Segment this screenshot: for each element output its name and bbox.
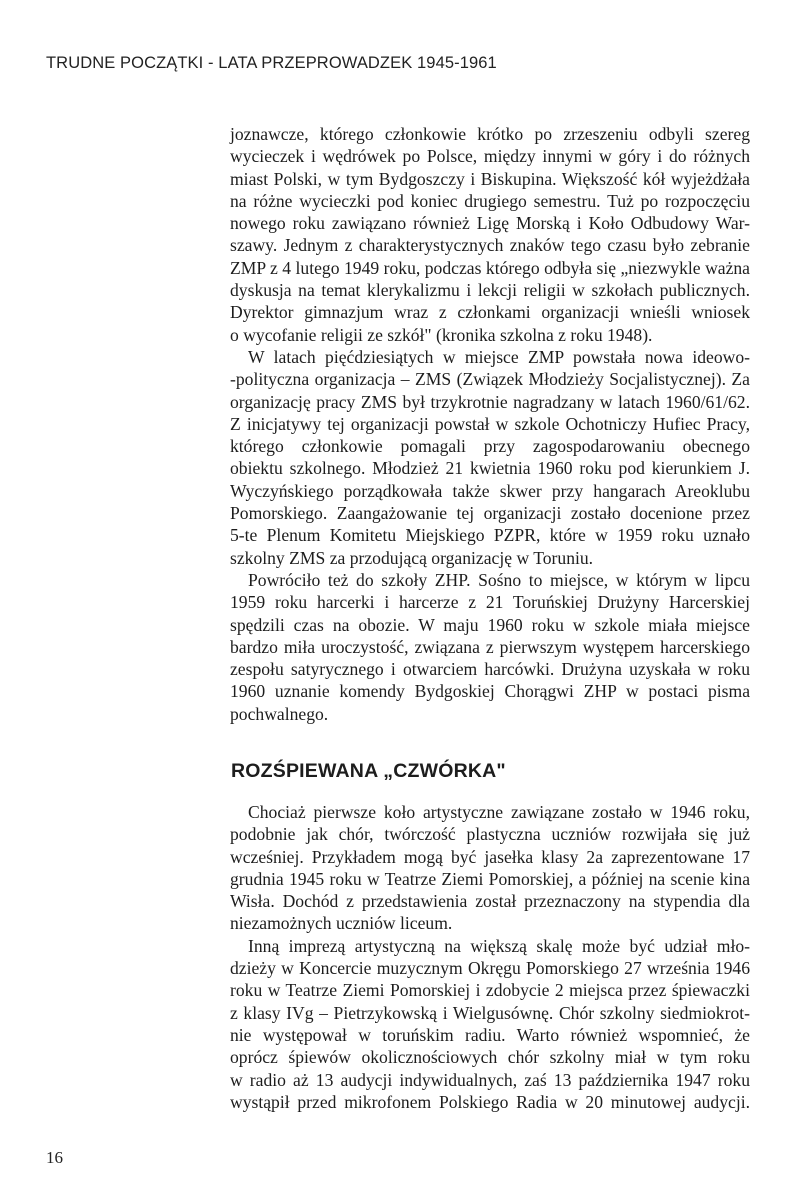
- text-line: Wisła. Dochód z przedstawienia został przeznaczony na stypendia dla: [230, 891, 750, 912]
- text-line: wystąpił przed mikrofonem Polskiego Radia w 20 minutowej audycji.: [230, 1091, 750, 1112]
- section-heading: ROZŚPIEWANA „CZWÓRKA": [231, 760, 506, 782]
- text-line: na różne wycieczki pod koniec drugiego semestru. Tuż po rozpoczęciu: [230, 190, 750, 211]
- text-line: Pomorskiego. Zaangażowanie tej organizacji zostało docenione przez: [230, 503, 750, 524]
- running-header: TRUDNE POCZĄTKI - LATA PRZEPROWADZEK 1945-1961: [46, 54, 497, 72]
- text-line: joznawcze, którego członkowie krótko po zrzeszeniu odbyli szereg: [230, 124, 750, 144]
- text-line: Wyczyńskiego porządkowała także skwer przy hangarach Areoklubu: [230, 480, 750, 501]
- text-line: ZMP z 4 lutego 1949 roku, podczas którego odbyła się „niezwykle ważna: [230, 257, 750, 278]
- text-line: o wycofanie religii ze szkół" (kronika szkolna z roku 1948).: [230, 324, 653, 345]
- page-number: 16: [46, 1148, 63, 1167]
- text-line: szkolny ZMS za przodującą organizację w Toruniu.: [230, 547, 594, 568]
- text-line: podobnie jak chór, twórczość plastyczna uczniów rozwijała się już: [230, 824, 750, 845]
- text-line: w radio aż 13 audycji indywidualnych, zaś 13 października 1947 roku: [230, 1069, 750, 1090]
- text-line: -polityczna organizacja – ZMS (Związek Młodzieży Socjalistycznej). Za: [230, 369, 750, 390]
- text-line: oprócz śpiewów okolicznościowych chór szkolny miał w tym roku: [230, 1047, 750, 1068]
- text-line: szawy. Jednym z charakterystycznych znaków tego czasu było zebranie: [230, 235, 750, 256]
- text-line: 1960 uznanie komendy Bydgoskiej Chorągwi ZHP w postaci pisma: [230, 681, 750, 702]
- text-line: niezamożnych uczniów liceum.: [230, 913, 453, 934]
- text-line: 5-te Plenum Komitetu Miejskiego PZPR, które w 1959 roku uznało: [230, 525, 750, 546]
- text-line: Dyrektor gimnazjum wraz z członkami organizacji wnieśli wniosek: [230, 302, 750, 323]
- text-line: Powróciło też do szkoły ZHP. Sośno to miejsce, w którym w lipcu: [248, 569, 750, 590]
- text-line: obiektu szkolnego. Młodzież 21 kwietnia 1960 roku pod kierunkiem J.: [230, 458, 750, 479]
- text-line: 1959 roku harcerki i harcerze z 21 Toruńskiej Drużyny Harcerskiej: [230, 592, 750, 613]
- text-line: Z inicjatywy tej organizacji powstał w szkole Ochotniczy Hufiec Pracy,: [230, 413, 750, 434]
- text-line: Inną imprezą artystyczną na większą skalę może być udział mło-: [248, 935, 750, 956]
- text-line: bardzo miła uroczystość, związana z pierwszym występem harcerskiego: [230, 636, 750, 657]
- body-text-block-2: [230, 801, 750, 1113]
- text-line: grudnia 1945 roku w Teatrze Ziemi Pomorskiej, a później na scenie kina: [230, 868, 750, 889]
- text-line: dzieży w Koncercie muzycznym Okręgu Pomorskiego 27 września 1946: [230, 958, 750, 979]
- text-line: roku w Teatrze Ziemi Pomorskiej i zdobycie 2 miejsca przez śpiewaczki: [230, 980, 750, 1001]
- text-line: Chociaż pierwsze koło artystyczne zawiązane zostało w 1946 roku,: [248, 802, 750, 822]
- body-text-block-1: [230, 123, 750, 725]
- text-line: organizację pracy ZMS był trzykrotnie nagradzany w latach 1960/61/62.: [230, 391, 750, 412]
- text-line: spędzili czas na obozie. W maju 1960 roku w szkole miała miejsce: [230, 614, 750, 635]
- text-line: wcześniej. Przykładem mogą być jasełka klasy 2a zaprezentowane 17: [230, 846, 750, 867]
- text-line: dyskusja na temat klerykalizmu i lekcji religii w szkołach publicznych.: [230, 280, 750, 301]
- text-line: zespołu satyrycznego i otwarciem harcówki. Drużyna uzyskała w roku: [230, 659, 750, 680]
- text-line: W latach pięćdziesiątych w miejsce ZMP powstała nowa ideowo-: [248, 346, 750, 367]
- text-line: nowego roku zawiązano również Ligę Morską i Koło Odbudowy War-: [230, 213, 750, 234]
- text-line: którego członkowie pomagali przy zagospodarowaniu obecnego: [230, 436, 750, 457]
- text-line: miast Polski, w tym Bydgoszczy i Biskupina. Większość kół wyjeżdżała: [230, 168, 750, 189]
- text-line: z klasy IVg – Pietrzykowską i Wielgusównę. Chór szkolny siedmiokrot-: [230, 1002, 750, 1023]
- text-line: wycieczek i wędrówek po Polsce, między innymi w góry i do różnych: [230, 146, 750, 167]
- text-line: nie występował w toruńskim radiu. Warto również wspomnieć, że: [230, 1024, 750, 1045]
- text-line: pochwalnego.: [230, 703, 329, 724]
